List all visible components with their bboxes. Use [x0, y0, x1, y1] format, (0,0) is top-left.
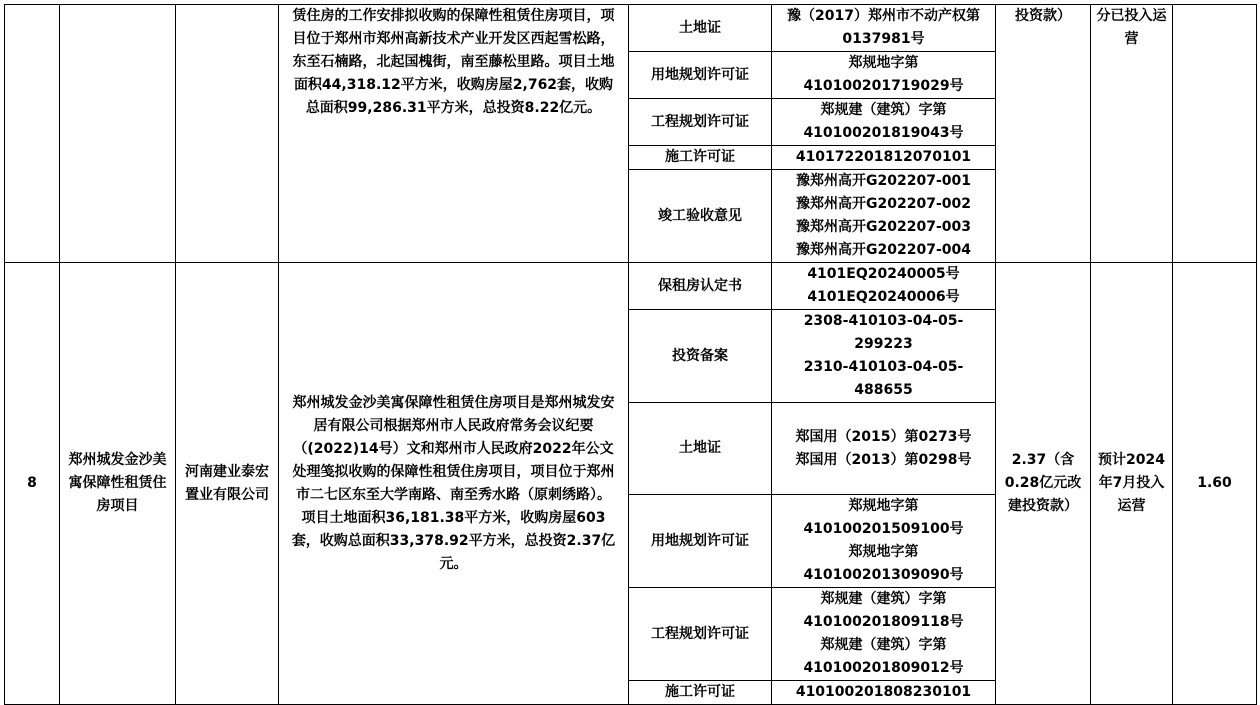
index-cell	[5, 5, 60, 263]
license-name: 施工许可证	[629, 681, 772, 705]
license-name: 工程规划许可证	[629, 588, 772, 681]
license-value: 郑规建（建筑）字第410100201819043号	[772, 99, 996, 146]
license-value: 豫郑州高开G202207-001 豫郑州高开G202207-002 豫郑州高开G202207-003 豫郑州高开G202207-004	[772, 170, 996, 263]
license-name: 保租房认定书	[629, 263, 772, 310]
license-value: 郑规地字第410100201719029号	[772, 52, 996, 99]
project-name-cell: 郑州城发金沙美寓保障性租赁住房项目	[60, 263, 176, 705]
license-value: 郑国用（2015）第0273号 郑国用（2013）第0298号	[772, 403, 996, 495]
status-cell: 预计2024年7月投入运营	[1091, 263, 1173, 705]
company-cell	[176, 5, 279, 263]
amount-cell	[1173, 5, 1257, 263]
project-description: 郑州城发金沙美寓保障性租赁住房项目是郑州城发安居有限公司根据郑州市人民政府常务会议纪要（(2022)14号）文和郑州市人民政府2022年公文处理笺拟收购的保障性租赁住房项目，项目位于郑州市二七区东至大学南路、南至秀水路（原刺绣路）。项目土地面积36,181.38平方米，收购房屋603套，收购总面积33,378.92平方米，总投资2.37亿元。	[279, 263, 629, 705]
license-name: 用地规划许可证	[629, 52, 772, 99]
license-value: 郑规地字第410100201509100号 郑规地字第410100201309090号	[772, 495, 996, 588]
license-name: 竣工验收意见	[629, 170, 772, 263]
investment-cell: 2.37（含0.28亿元改建投资款）	[996, 263, 1091, 705]
license-value: 4101EQ20240005号 4101EQ20240006号	[772, 263, 996, 310]
license-value: 豫（2017）郑州市不动产权第0137981号	[772, 5, 996, 52]
status-cell: 分已投入运营	[1091, 5, 1173, 263]
license-name: 土地证	[629, 5, 772, 52]
license-name: 投资备案	[629, 310, 772, 403]
license-name: 土地证	[629, 403, 772, 495]
amount-cell: 1.60	[1173, 263, 1257, 705]
license-name: 用地规划许可证	[629, 495, 772, 588]
license-value: 410172201812070101	[772, 146, 996, 170]
company-cell: 河南建业泰宏置业有限公司	[176, 263, 279, 705]
license-value: 郑规建（建筑）字第410100201809118号 郑规建（建筑）字第410100201809012号	[772, 588, 996, 681]
license-name: 施工许可证	[629, 146, 772, 170]
license-name: 工程规划许可证	[629, 99, 772, 146]
index-cell: 8	[5, 263, 60, 705]
project-description: 赁住房的工作安排拟收购的保障性租赁住房项目，项目位于郑州市郑州高新技术产业开发区西起雪松路，东至石楠路，北起国槐街，南至藤松里路。项目土地面积44,318.12平方米，收购房屋2,762套，收购总面积99,286.31平方米，总投资8.22亿元。	[279, 5, 629, 263]
project-table	[4, 4, 1257, 705]
project-name-cell	[60, 5, 176, 263]
license-value: 2308-410103-04-05-299223 2310-410103-04-05-488655	[772, 310, 996, 403]
license-value: 410100201808230101	[772, 681, 996, 705]
investment-cell: 投资款）	[996, 5, 1091, 263]
